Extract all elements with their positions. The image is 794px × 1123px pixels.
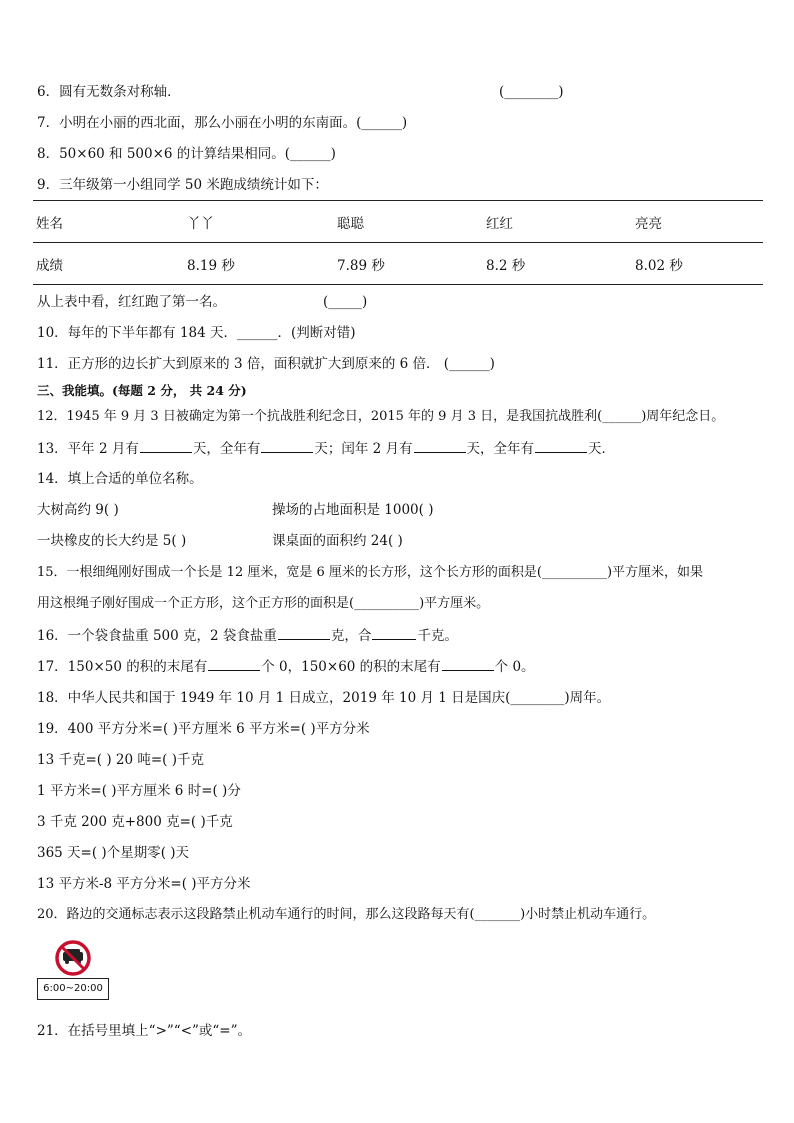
question-12: 12．1945 年 9 月 3 日被确定为第一个抗战胜利纪念日，2015 年的 9 月 3 日，是我国抗战胜利(______)周年纪念日。 — [37, 409, 725, 424]
question-15-line2: 用这根绳子刚好围成一个正方形，这个正方形的面积是(__________)平方厘米。 — [37, 596, 490, 611]
q13-part: 天． — [588, 441, 616, 457]
question-16 — [37, 626, 458, 645]
answer-blank[interactable] — [278, 626, 330, 640]
table-cell: 成绩 — [33, 243, 184, 285]
q13-part: 天；闰年 2 月有 — [314, 441, 413, 457]
question-6-paren: (________) — [499, 84, 564, 100]
table-cell: 红红 — [483, 201, 632, 243]
question-17 — [37, 657, 535, 676]
question-6-answer — [499, 83, 564, 101]
table-cell: 聪聪 — [334, 201, 483, 243]
question-14-b: 操场的占地面积是 1000( ) — [272, 502, 434, 518]
q17-part: 个 0。 — [494, 659, 535, 675]
table-row — [33, 243, 763, 285]
question-6-text: 6．圆有无数条对称轴． — [37, 84, 181, 100]
question-19-line: 1 平方米=( )平方厘米 6 时=( )分 — [37, 783, 241, 799]
question-14-d: 课桌面的面积约 24( ) — [272, 533, 403, 549]
score-table — [33, 200, 763, 285]
question-14: 14．填上合适的单位名称。 — [37, 471, 203, 487]
answer-blank[interactable] — [140, 439, 192, 453]
question-15-line1: 15．一根细绳刚好围成一个长是 12 厘米，宽是 6 厘米的长方形，这个长方形的面积是(__________)平方厘米，如果 — [37, 565, 704, 580]
table-cell: 8.19 秒 — [184, 243, 334, 285]
table-cell: 丫丫 — [184, 201, 334, 243]
no-motor-vehicle-icon — [37, 940, 111, 980]
question-9-paren: (_____) — [323, 294, 368, 310]
answer-blank[interactable] — [261, 439, 313, 453]
q16-part: 克，合 — [330, 628, 372, 644]
question-10: 10．每年的下半年都有 184 天．______．(判断对错) — [37, 325, 356, 341]
question-20: 20．路边的交通标志表示这段路禁止机动车通行的时间，那么这段路每天有(_______)小时禁止机动车通行。 — [37, 907, 656, 922]
answer-blank[interactable] — [372, 626, 416, 640]
question-9: 9．三年级第一小组同学 50 米跑成绩统计如下： — [37, 177, 328, 193]
section-3-heading: 三、我能填。(每题 2 分， 共 24 分) — [37, 383, 247, 398]
answer-blank[interactable] — [414, 439, 466, 453]
q13-part: 天，全年有 — [466, 441, 535, 457]
question-14-a: 大树高约 9( ) — [37, 502, 119, 518]
answer-blank[interactable] — [535, 439, 587, 453]
question-6 — [37, 83, 181, 101]
table-cell: 7.89 秒 — [334, 243, 483, 285]
question-14-c: 一块橡皮的长大约是 5( ) — [37, 533, 187, 549]
question-19-line: 13 千克=( ) 20 吨=( )千克 — [37, 752, 205, 768]
question-8: 8．50×60 和 500×6 的计算结果相同。(______) — [37, 146, 336, 162]
question-18: 18．中华人民共和国于 1949 年 10 月 1 日成立，2019 年 10 月 1 日是国庆(________)周年。 — [37, 690, 611, 706]
q16-part: 千克。 — [417, 628, 458, 644]
question-7: 7．小明在小丽的西北面，那么小丽在小明的东南面。(______) — [37, 115, 408, 131]
traffic-sign — [37, 940, 111, 1004]
q13-part: 13．平年 2 月有 — [37, 441, 139, 457]
sign-time-plate: 6:00~20:00 — [37, 978, 109, 1000]
q13-part: 天，全年有 — [192, 441, 261, 457]
answer-blank[interactable] — [208, 657, 260, 671]
question-11: 11．正方形的边长扩大到原来的 3 倍，面积就扩大到原来的 6 倍． (______) — [37, 356, 495, 372]
q17-part: 17．150×50 的积的末尾有 — [37, 659, 208, 675]
table-header-row — [33, 201, 763, 243]
answer-blank[interactable] — [442, 657, 494, 671]
table-cell: 8.2 秒 — [483, 243, 632, 285]
table-cell: 姓名 — [33, 201, 184, 243]
question-21: 21．在括号里填上“>”“<”或“=”。 — [37, 1023, 252, 1039]
question-19-line: 3 千克 200 克+800 克=( )千克 — [37, 814, 233, 830]
q17-part: 个 0，150×60 的积的末尾有 — [261, 659, 441, 675]
q16-part: 16．一个袋食盐重 500 克，2 袋食盐重 — [37, 628, 277, 644]
question-19-line: 19．400 平方分米=( )平方厘米 6 平方米=( )平方分米 — [37, 721, 370, 737]
table-cell: 8.02 秒 — [632, 243, 763, 285]
question-19-line: 365 天=( )个星期零( )天 — [37, 845, 190, 861]
question-19-line: 13 平方米-8 平方分米=( )平方分米 — [37, 876, 251, 892]
question-9-statement: 从上表中看，红红跑了第一名。 — [37, 294, 226, 310]
table-cell: 亮亮 — [632, 201, 763, 243]
question-13 — [37, 439, 615, 458]
